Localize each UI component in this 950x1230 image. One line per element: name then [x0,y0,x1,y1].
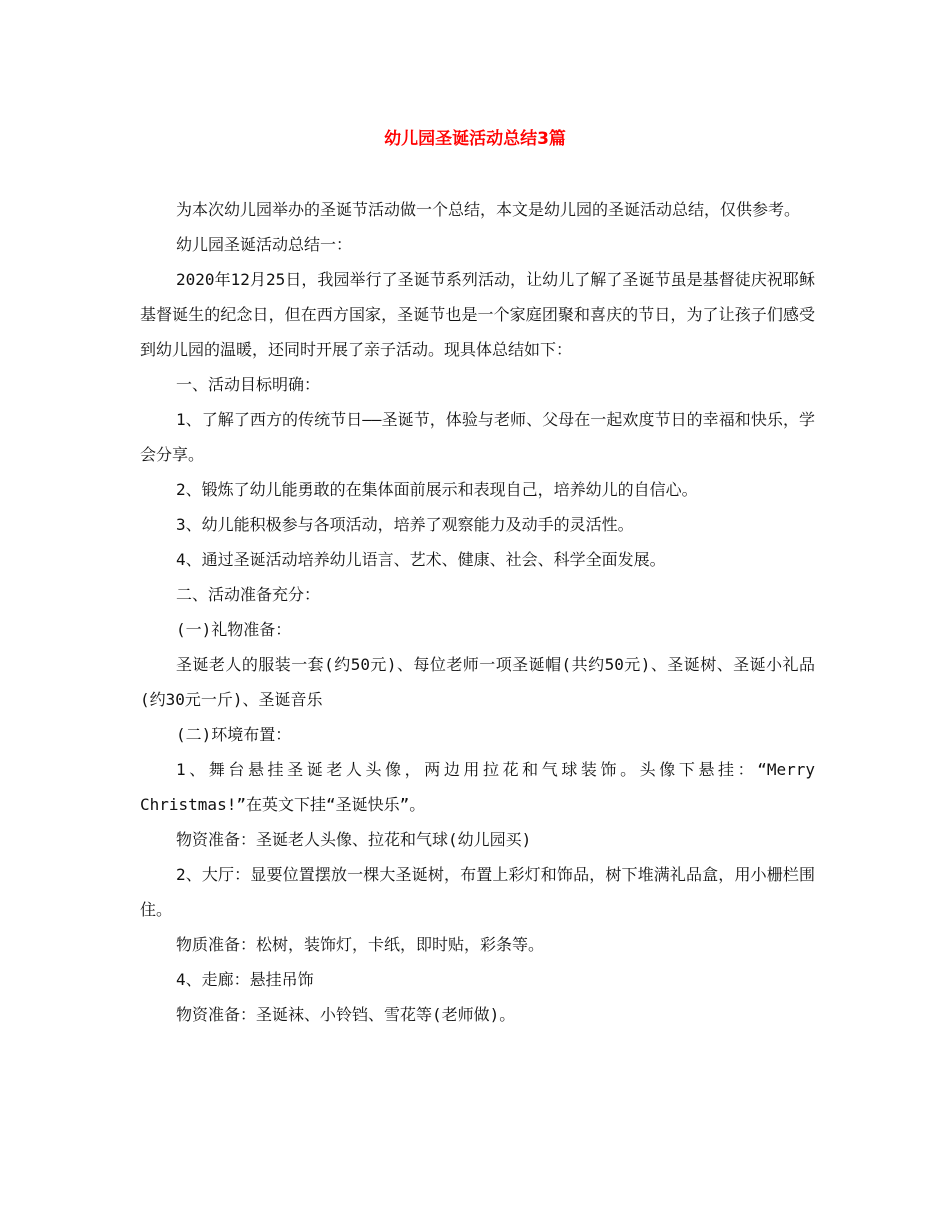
list-item-goal-4: 4、通过圣诞活动培养幼儿语言、艺术、健康、社会、科学全面发展。 [176,550,666,569]
list-item-goal-1: 1、了解了西方的传统节日——圣诞节，体验与老师、父母在一起欢度节日的幸福和快乐，学会分享。 [140,410,815,464]
list-item-stage: 1、舞台悬挂圣诞老人头像，两边用拉花和气球装饰。头像下悬挂：“Merry Christmas!”在英文下挂“圣诞快乐”。 [140,760,815,814]
document-title: 幼儿园圣诞活动总结3篇 [384,129,566,149]
paragraph-stage-materials: 物资准备：圣诞老人头像、拉花和气球(幼儿园买) [176,830,532,849]
paragraph-corridor-materials: 物资准备：圣诞袜、小铃铛、雪花等(老师做)。 [176,1005,516,1024]
paragraph-gifts: 圣诞老人的服装一套(约50元)、每位老师一项圣诞帽(共约50元)、圣诞树、圣诞小礼品(约30元一斤)、圣诞音乐 [140,655,815,709]
list-item-corridor: 4、走廊：悬挂吊饰 [176,970,314,989]
subheading-gifts: (一)礼物准备： [176,620,292,639]
section-heading-goals: 一、活动目标明确： [176,375,321,394]
paragraph-overview: 2020年12月25日，我园举行了圣诞节系列活动，让幼儿了解了圣诞节虽是基督徒庆祝耶稣基督诞生的纪念日，但在西方国家，圣诞节也是一个家庭团聚和喜庆的节日，为了让孩子们感受到幼儿园的温暖，还同时开展了亲子活动。现具体总结如下： [140,270,815,359]
subheading-environment: (二)环境布置： [176,725,292,744]
list-item-hall: 2、大厅：显要位置摆放一棵大圣诞树，布置上彩灯和饰品，树下堆满礼品盒，用小栅栏围住。 [140,865,815,919]
list-item-goal-3: 3、幼儿能积极参与各项活动，培养了观察能力及动手的灵活性。 [176,515,634,534]
section-heading-summary-one: 幼儿园圣诞活动总结一： [176,235,353,254]
document-body [140,192,815,1032]
list-item-goal-2: 2、锻炼了幼儿能勇敢的在集体面前展示和表现自己，培养幼儿的自信心。 [176,480,698,499]
paragraph-hall-materials: 物质准备：松树，装饰灯，卡纸，即时贴，彩条等。 [176,935,545,954]
paragraph-intro: 为本次幼儿园举办的圣诞节活动做一个总结，本文是幼儿园的圣诞活动总结，仅供参考。 [176,200,801,219]
section-heading-preparation: 二、活动准备充分： [176,585,321,604]
